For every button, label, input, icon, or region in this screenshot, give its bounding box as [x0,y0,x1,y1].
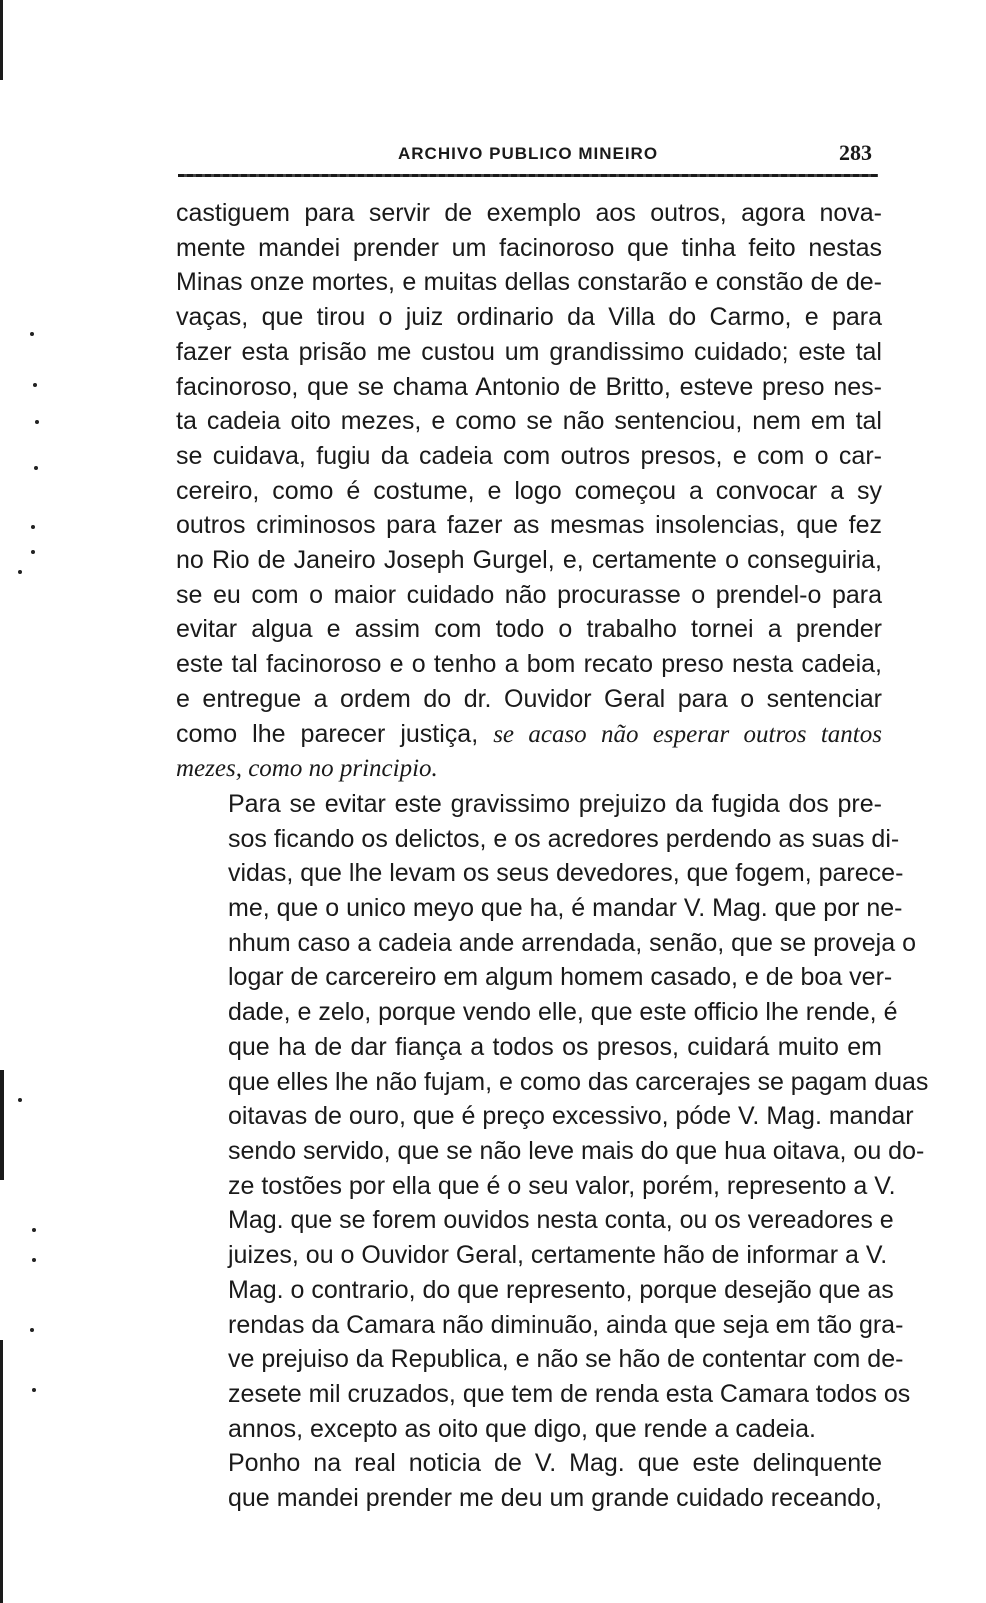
margin-dot [30,332,34,336]
text-line: e entregue a ordem do dr. Ouvidor Geral para o sentenciar [176,684,882,713]
text-line: castiguem para servir de exemplo aos outros, agora nova- [176,199,882,227]
text-run: como lhe parecer justiça, [176,719,479,748]
text-line: Para se evitar este gravissimo prejuizo da fugida dos pre- [228,789,882,818]
text-line: rendas da Camara não diminuão, ainda que seja em tão gra- [228,1310,904,1339]
text-line: se cuidava, fugiu da cadeia com outros presos, e com o car- [176,441,882,470]
running-head: ARCHIVO PUBLICO MINEIRO [398,144,659,163]
text-line: ta cadeia oito mezes, e como se não sentenciou, nem em tal [176,407,882,436]
text-line: sos ficando os delictos, e os acredores perdendo as suas di- [228,824,900,853]
margin-dot [33,383,37,387]
margin-dot [34,466,38,470]
header-rule [178,174,878,177]
text-line: que ha de dar fiança a todos os presos, cuidará muito em [228,1032,882,1061]
text-line: logar de carcereiro em algum homem casado, e de boa ver- [228,963,893,992]
edge-line-bottom [0,1340,3,1603]
margin-dot [32,1258,36,1262]
edge-line-top [0,0,3,80]
text-line: no Rio de Janeiro Joseph Gurgel, e, certamente o conseguiria, [176,546,882,575]
text-line-mixed [176,717,882,753]
text-line: Minas onze mortes, e muitas dellas constarão e constão de de- [176,268,882,297]
text-line: zesete mil cruzados, que tem de renda esta Camara todos os [228,1379,911,1408]
margin-dot [31,525,35,529]
text-line: vidas, que lhe levam os seus devedores, que fogem, parece- [228,859,904,888]
italic-line: mezes, como no principio. [176,755,438,783]
text-line: Ponho na real noticia de V. Mag. que este delinquente [228,1449,882,1478]
text-line: outros criminosos para fazer as mesmas insolencias, que fez [176,511,882,540]
text-line: Mag. que se forem ouvidos nesta conta, ou os vereadores e [228,1206,894,1235]
text-line: se eu com o maior cuidado não procurasse o prendel-o para [176,580,882,609]
page-header [178,140,878,180]
text-line: me, que o unico meyo que ha, é mandar V. Mag. que por ne- [228,894,903,923]
text-line: vaças, que tirou o juiz ordinario da Villa do Carmo, e para [176,303,882,332]
text-line: evitar algua e assim com todo o trabalho tornei a prender [176,615,882,644]
margin-dot [30,1328,34,1332]
text-line: annos, excepto as oito que digo, que rende a cadeia. [228,1414,816,1443]
margin-dot [35,420,39,424]
margin-dot [32,1228,36,1232]
text-line: ve prejuiso da Republica, e não se hão de contentar com de- [228,1345,904,1374]
text-line: facinoroso, que se chama Antonio de Britto, esteve preso nes- [176,372,882,401]
paragraph-1 [176,196,882,787]
margin-dot [18,570,22,574]
italic-run: se acaso não esperar outros tantos [493,720,882,748]
paragraph-3 [176,1446,882,1515]
text-line: que elles lhe não fujam, e como das carcerajes se pagam duas [228,1067,929,1096]
text-line: este tal facinoroso e o tenho a bom recato preso nesta cadeia, [176,650,882,679]
paragraph-2 [176,787,929,1446]
text-line: sendo servido, que se não leve mais do que hua oitava, ou do- [228,1136,925,1165]
edge-line-mid [0,1070,4,1180]
page-edge [0,0,14,1603]
text-line: oitavas de ouro, que é preço excessivo, póde V. Mag. mandar [228,1102,914,1131]
text-line: ze tostões por ella que é o seu valor, porém, represento a V. [228,1171,896,1200]
margin-dot [31,550,35,554]
text-line: que mandei prender me deu um grande cuidado receando, [228,1484,882,1513]
margin-dot [18,1098,22,1102]
text-line: nhum caso a cadeia ande arrendada, senão, que se proveja o [228,928,916,957]
text-line: Mag. o contrario, do que represento, porque desejão que as [228,1275,894,1304]
text-line: cereiro, como é costume, e logo começou a convocar a sy [176,476,882,505]
text-line: mente mandei prender um facinoroso que tinha feito nestas [176,233,882,262]
text-line: dade, e zelo, porque vendo elle, que este officio lhe rende, é [228,998,898,1027]
margin-dot [32,1388,36,1392]
text-line: fazer esta prisão me custou um grandissimo cuidado; este tal [176,337,882,366]
text-line: juizes, ou o Ouvidor Geral, certamente hão de informar a V. [228,1241,888,1270]
body-text [176,196,929,1516]
page-number: 283 [839,140,872,165]
